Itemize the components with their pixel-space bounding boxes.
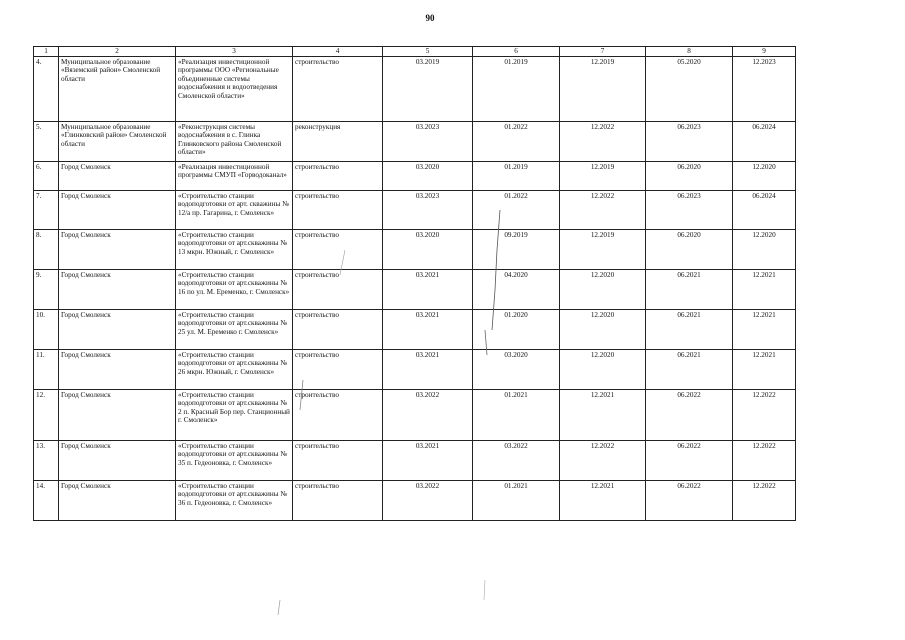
date-cell: 01.2022	[473, 191, 560, 230]
municipality-cell: Город Смоленск	[59, 350, 176, 390]
date-cell: 12.2023	[733, 57, 796, 122]
project-name-cell: «Строительство станции водоподготовки от арт. скважины № 12/а пр. Гагарина, г. Смоленск»	[176, 191, 293, 230]
project-name-cell: «Строительство станции водоподготовки от арт.скважины № 35 п. Гедеоновка, г. Смоленск»	[176, 441, 293, 481]
date-cell: 03.2020	[383, 230, 473, 270]
date-cell: 03.2021	[383, 441, 473, 481]
page-number: 90	[425, 13, 435, 23]
date-cell: 12.2019	[560, 230, 646, 270]
date-cell: 12.2020	[560, 350, 646, 390]
date-cell: 06.2024	[733, 191, 796, 230]
table-row	[34, 122, 796, 162]
municipality-cell: Город Смоленск	[59, 441, 176, 481]
project-name-cell: «Реализация инвестиционной программы СМУП «Горводоканал»	[176, 162, 293, 191]
column-header: 1	[34, 47, 59, 57]
scan-stroke	[484, 580, 485, 600]
table-row	[34, 390, 796, 441]
date-cell: 12.2022	[733, 390, 796, 441]
work-type-cell: строительство	[293, 162, 383, 191]
table-row	[34, 350, 796, 390]
work-type-cell: строительство	[293, 270, 383, 310]
municipality-cell: Город Смоленск	[59, 481, 176, 521]
table-row	[34, 230, 796, 270]
project-name-cell: «Строительство станции водоподготовки от арт.скважины № 26 мкрн. Южный, г. Смоленск»	[176, 350, 293, 390]
row-number: 6.	[34, 162, 59, 191]
work-type-cell: строительство	[293, 441, 383, 481]
date-cell: 12.2019	[560, 162, 646, 191]
table-row	[34, 57, 796, 122]
date-cell: 06.2021	[646, 350, 733, 390]
work-type-cell: строительство	[293, 390, 383, 441]
table-row	[34, 191, 796, 230]
date-cell: 03.2023	[383, 191, 473, 230]
date-cell: 06.2023	[646, 122, 733, 162]
date-cell: 12.2020	[733, 230, 796, 270]
work-type-cell: строительство	[293, 350, 383, 390]
work-type-cell: строительство	[293, 230, 383, 270]
municipality-cell: Город Смоленск	[59, 162, 176, 191]
row-number: 11.	[34, 350, 59, 390]
municipality-cell: Город Смоленск	[59, 390, 176, 441]
row-number: 9.	[34, 270, 59, 310]
date-cell: 01.2020	[473, 310, 560, 350]
date-cell: 06.2022	[646, 481, 733, 521]
date-cell: 12.2020	[560, 270, 646, 310]
date-cell: 04.2020	[473, 270, 560, 310]
date-cell: 09.2019	[473, 230, 560, 270]
column-header: 5	[383, 47, 473, 57]
column-header: 4	[293, 47, 383, 57]
work-type-cell: реконструкция	[293, 122, 383, 162]
date-cell: 06.2021	[646, 310, 733, 350]
column-header: 2	[59, 47, 176, 57]
date-cell: 03.2021	[383, 310, 473, 350]
date-cell: 12.2022	[560, 191, 646, 230]
project-name-cell: «Строительство станции водоподготовки от арт.скважины № 25 ул. М. Еременко г. Смоленск»	[176, 310, 293, 350]
row-number: 5.	[34, 122, 59, 162]
project-name-cell: «Строительство станции водоподготовки от арт.скважины № 16 по ул. М. Еременко, г. Смоленск»	[176, 270, 293, 310]
date-cell: 03.2019	[383, 57, 473, 122]
municipality-cell: Город Смоленск	[59, 310, 176, 350]
column-header: 3	[176, 47, 293, 57]
project-name-cell: «Строительство станции водоподготовки от арт.скважины № 36 п. Гедеоновка, г. Смоленск»	[176, 481, 293, 521]
column-header: 7	[560, 47, 646, 57]
investment-projects-table	[33, 46, 796, 521]
date-cell: 06.2022	[646, 390, 733, 441]
date-cell: 03.2020	[383, 162, 473, 191]
column-header: 8	[646, 47, 733, 57]
project-name-cell: «Строительство станции водоподготовки от арт.скважины № 2 п. Красный Бор пер. Станционный г. Смоленск»	[176, 390, 293, 441]
date-cell: 12.2021	[733, 270, 796, 310]
date-cell: 12.2020	[560, 310, 646, 350]
date-cell: 03.2020	[473, 350, 560, 390]
date-cell: 06.2020	[646, 230, 733, 270]
table-row	[34, 162, 796, 191]
date-cell: 01.2019	[473, 57, 560, 122]
date-cell: 12.2021	[733, 310, 796, 350]
municipality-cell: Муниципальное образование «Глинковский район» Смоленской области	[59, 122, 176, 162]
date-cell: 12.2022	[560, 122, 646, 162]
date-cell: 03.2022	[383, 390, 473, 441]
municipality-cell: Город Смоленск	[59, 230, 176, 270]
date-cell: 01.2021	[473, 390, 560, 441]
row-number: 8.	[34, 230, 59, 270]
municipality-cell: Город Смоленск	[59, 270, 176, 310]
table-row	[34, 481, 796, 521]
project-name-cell: «Реконструкция системы водоснабжения в с. Глинка Глинковского района Смоленской области»	[176, 122, 293, 162]
date-cell: 12.2021	[560, 481, 646, 521]
project-name-cell: «Реализация инвестиционной программы ООО «Региональные объединенные системы водоснабжения и водоотведения Смоленской области»	[176, 57, 293, 122]
scan-stroke	[278, 600, 280, 615]
table-row	[34, 310, 796, 350]
date-cell: 03.2022	[383, 481, 473, 521]
date-cell: 06.2022	[646, 441, 733, 481]
municipality-cell: Муниципальное образование «Вяземский район» Смоленской области	[59, 57, 176, 122]
date-cell: 06.2024	[733, 122, 796, 162]
project-name-cell: «Строительство станции водоподготовки от арт.скважины № 13 мкрн. Южный, г. Смоленск»	[176, 230, 293, 270]
date-cell: 12.2019	[560, 57, 646, 122]
date-cell: 06.2021	[646, 270, 733, 310]
date-cell: 01.2021	[473, 481, 560, 521]
date-cell: 03.2023	[383, 122, 473, 162]
row-number: 12.	[34, 390, 59, 441]
row-number: 14.	[34, 481, 59, 521]
date-cell: 03.2022	[473, 441, 560, 481]
date-cell: 12.2021	[733, 350, 796, 390]
column-header: 6	[473, 47, 560, 57]
column-header: 9	[733, 47, 796, 57]
row-number: 4.	[34, 57, 59, 122]
date-cell: 01.2022	[473, 122, 560, 162]
table-header-row	[34, 47, 796, 57]
row-number: 10.	[34, 310, 59, 350]
date-cell: 12.2022	[733, 441, 796, 481]
table-row	[34, 270, 796, 310]
date-cell: 06.2023	[646, 191, 733, 230]
date-cell: 05.2020	[646, 57, 733, 122]
row-number: 7.	[34, 191, 59, 230]
work-type-cell: строительство	[293, 57, 383, 122]
municipality-cell: Город Смоленск	[59, 191, 176, 230]
date-cell: 03.2021	[383, 270, 473, 310]
row-number: 13.	[34, 441, 59, 481]
date-cell: 12.2022	[733, 481, 796, 521]
date-cell: 12.2020	[733, 162, 796, 191]
work-type-cell: строительство	[293, 310, 383, 350]
work-type-cell: строительство	[293, 481, 383, 521]
date-cell: 03.2021	[383, 350, 473, 390]
table-row	[34, 441, 796, 481]
date-cell: 06.2020	[646, 162, 733, 191]
date-cell: 12.2021	[560, 390, 646, 441]
date-cell: 12.2022	[560, 441, 646, 481]
work-type-cell: строительство	[293, 191, 383, 230]
date-cell: 01.2019	[473, 162, 560, 191]
